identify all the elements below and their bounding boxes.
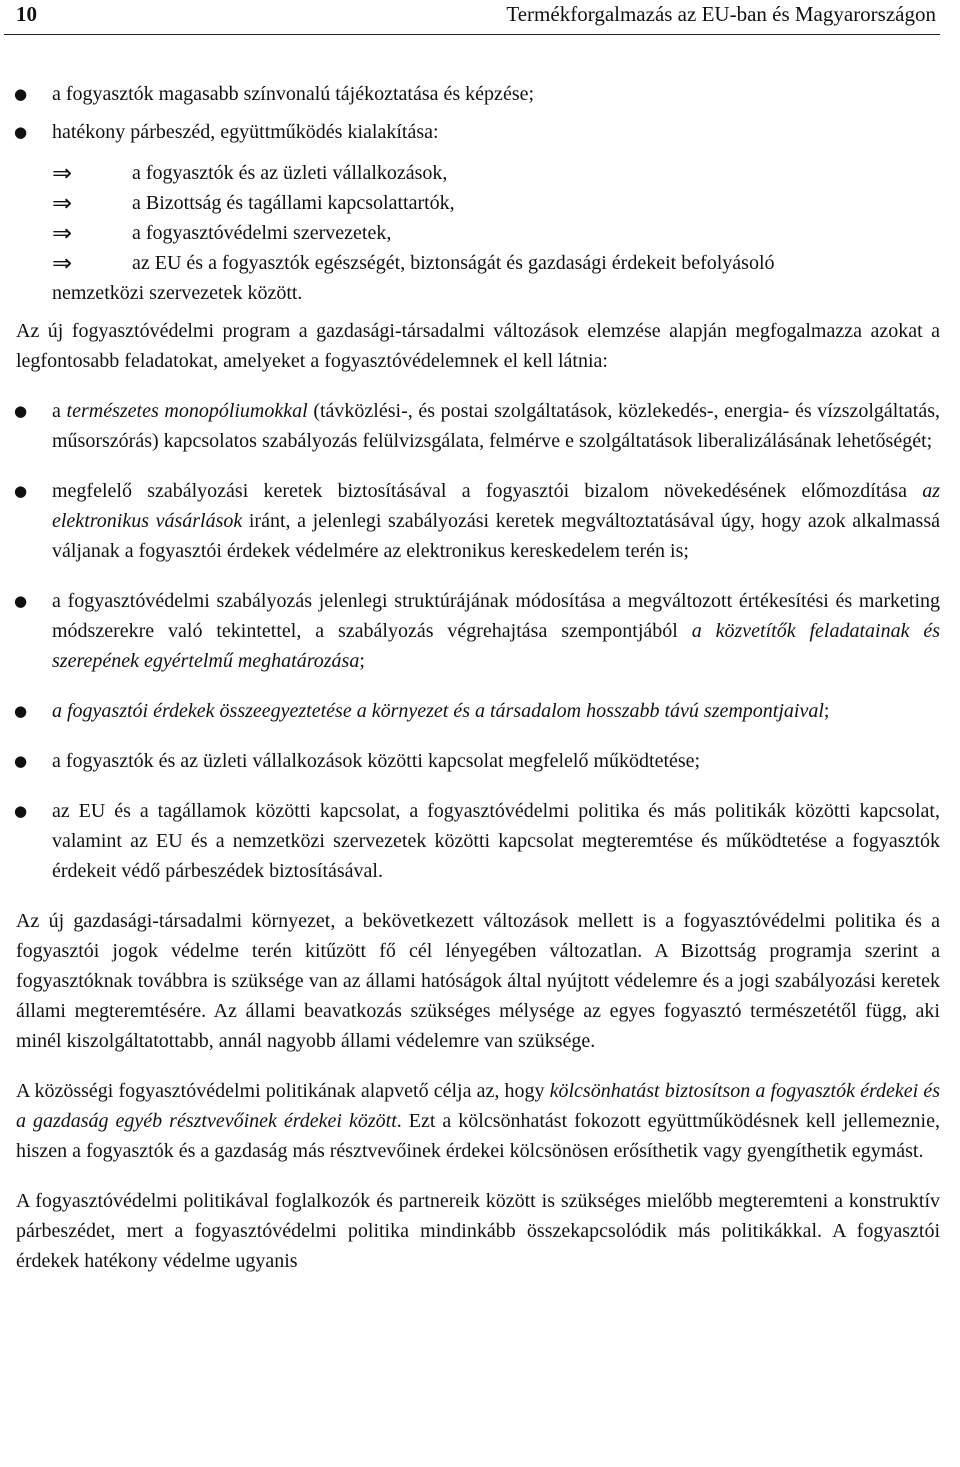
arrow-item	[16, 218, 940, 248]
emphasis: kölcsönhatást biztosítson a fogyasztók érdekei és a gazdaság egyéb résztvevőinek érdekei között	[16, 1080, 940, 1132]
emphasis: természetes monopóliumokkal	[66, 400, 308, 422]
bullet-icon: ●	[14, 752, 28, 770]
bullet-text: hatékony párbeszéd, együttműködés kialakítása:	[52, 121, 439, 143]
bullet-item	[16, 117, 940, 147]
bullet-icon: ●	[14, 592, 28, 610]
intro-paragraph: Az új fogyasztóvédelmi program a gazdasági-társadalmi változások elemzése alapján megfogalmazza azokat a legfontosabb feladatokat, amelyeket a fogyasztóvédelemnek el kell látnia:	[16, 320, 940, 372]
bullet-icon: ●	[14, 802, 28, 820]
arrow-text-continuation: nemzetközi szervezetek között.	[52, 282, 303, 304]
emphasis: a fogyasztói érdekek összeegyeztetése a környezet és a társadalom hosszabb távú szempontjaival	[52, 700, 824, 722]
page-number: 10	[16, 2, 37, 26]
emphasis: a közvetítők feladatainak és szerepének egyértelmű meghatározása	[52, 620, 940, 672]
task-item: ● megfelelő szabályozási keretek biztosításával a fogyasztói bizalom növekedésének előmozdítása az elektronikus vásárlások iránt, a jelenlegi szabályozási keretek megváltoztatásával úgy, hogy azok alkalmassá váljanak a fogyasztói érdekek védelmére az elektronikus kereskedelem terén is;	[16, 476, 940, 566]
arrow-text: a Bizottság és tagállami kapcsolattartók,	[132, 192, 455, 214]
task-item: ● a fogyasztók és az üzleti vállalkozások közötti kapcsolat megfelelő működtetése;	[16, 746, 940, 776]
bullet-icon: ●	[14, 702, 28, 720]
bullet-icon: ●	[14, 482, 28, 500]
bullet-text: a fogyasztók magasabb színvonalú tájékoztatása és képzése;	[52, 83, 535, 105]
arrow-text: a fogyasztók és az üzleti vállalkozások,	[132, 162, 448, 184]
emphasis: az elektronikus vásárlások	[52, 480, 940, 532]
page-body	[16, 79, 940, 1276]
page-header	[4, 0, 940, 35]
task-item: ● a természetes monopóliumokkal (távközlési-, és postai szolgáltatások, közlekedés-, energia- és vízszolgáltatás, műsorszórás) kapcsolatos szabályozás felülvizsgálata, felmérve e szolgáltatások liberalizálásának lehetőségét;	[16, 396, 940, 456]
arrow-item	[16, 158, 940, 188]
bullet-icon: ●	[14, 402, 28, 420]
task-item: ● az EU és a tagállamok közötti kapcsolat, a fogyasztóvédelmi politika és más politikák közötti kapcsolat, valamint az EU és a nemzetközi szervezetek közötti kapcsolat megteremtése és működtetése a fogyasztók érdekeit védő párbeszédek biztosításával.	[16, 796, 940, 886]
paragraph: A fogyasztóvédelmi politikával foglalkozók és partnereik között is szükséges mielőbb megteremteni a konstruktív párbeszédet, mert a fogyasztóvédelmi politika mindinkább összekapcsolódik más politikákkal. A fogyasztói érdekek hatékony védelme ugyanis	[16, 1190, 940, 1272]
double-arrow-icon: ⇒	[52, 219, 73, 247]
paragraph: A közösségi fogyasztóvédelmi politikának alapvető célja az, hogy kölcsönhatást biztosítson a fogyasztók érdekei és a gazdaság egyéb résztvevőinek érdekei között. Ezt a kölcsönhatást fokozott együttműködésnek kell jellemeznie, hiszen a fogyasztók és a gazdaság más résztvevőinek érdekei kölcsönösen erősíthetik vagy gyengíthetik egymást.	[16, 1080, 940, 1162]
arrow-text: az EU és a fogyasztók egészségét, biztonságát és gazdasági érdekeit befolyásoló	[132, 252, 775, 274]
arrow-text: a fogyasztóvédelmi szervezetek,	[132, 222, 392, 244]
double-arrow-icon: ⇒	[52, 159, 73, 187]
arrow-item	[16, 188, 940, 218]
double-arrow-icon: ⇒	[52, 189, 73, 217]
task-item: ● a fogyasztói érdekek összeegyeztetése a környezet és a társadalom hosszabb távú szempontjaival;	[16, 696, 940, 726]
double-arrow-icon: ⇒	[52, 249, 73, 277]
bullet-icon: ●	[14, 123, 28, 141]
arrow-item	[16, 248, 940, 308]
bullet-icon: ●	[14, 85, 28, 103]
paragraph: Az új gazdasági-társadalmi környezet, a bekövetkezett változások mellett is a fogyasztóvédelmi politika és a fogyasztói jogok védelme terén kitűzött fő cél lényegében változatlan. A Bizottság programja szerint a fogyasztóknak továbbra is szüksége van az állami hatóságok által nyújtott védelemre és a jogi szabályozási keretek állami megteremtésére. Az állami beavatkozás szükséges mélysége az egyes fogyasztó természetétől függ, aki minél kiszolgáltatottabb, annál nagyobb állami védelemre van szüksége.	[16, 910, 940, 1052]
task-item: ● a fogyasztóvédelmi szabályozás jelenlegi struktúrájának módosítása a megváltozott értékesítési és marketing módszerekre való tekintettel, a szabályozás végrehajtása szempontjából a közvetítők feladatainak és szerepének egyértelmű meghatározása;	[16, 586, 940, 676]
running-title: Termékforgalmazás az EU-ban és Magyarországon	[506, 2, 936, 26]
bullet-item	[16, 79, 940, 109]
